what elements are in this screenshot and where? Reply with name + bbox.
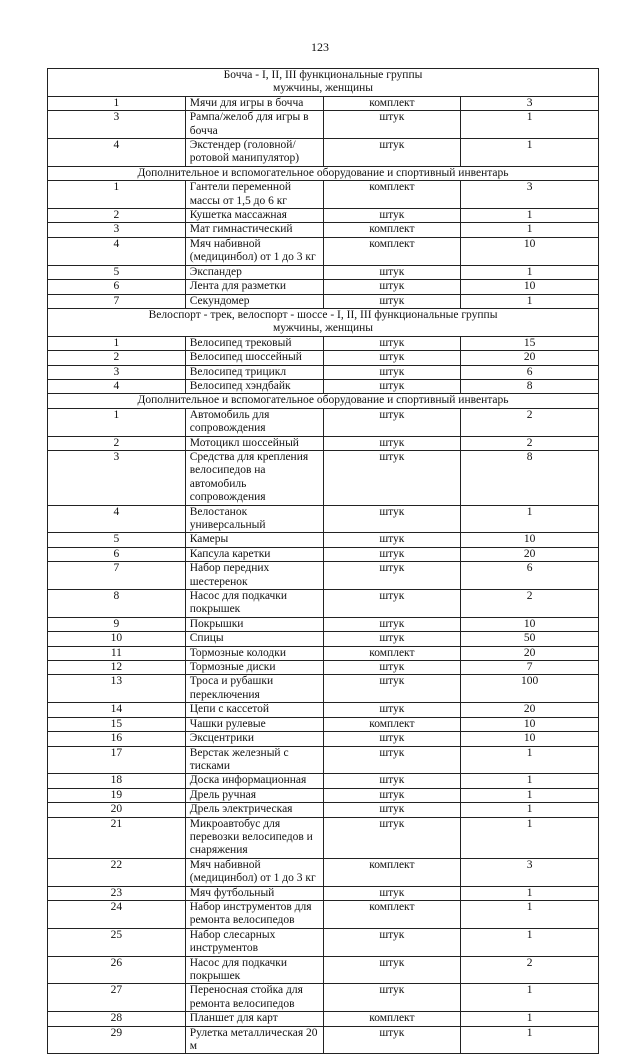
item-unit: штук bbox=[323, 562, 461, 590]
item-name: Камеры bbox=[185, 533, 323, 547]
item-name: Набор инструментов для ремонта велосипедов bbox=[185, 900, 323, 928]
table-row bbox=[48, 505, 599, 533]
equipment-table-body bbox=[48, 69, 599, 1054]
row-number: 28 bbox=[48, 1012, 186, 1026]
item-unit: штук bbox=[323, 1026, 461, 1054]
section-title: Дополнительное и вспомогательное оборудование и спортивный инвентарь bbox=[48, 166, 599, 180]
table-row bbox=[48, 1026, 599, 1054]
item-unit: комплект bbox=[323, 181, 461, 209]
item-unit: комплект bbox=[323, 646, 461, 660]
row-number: 7 bbox=[48, 294, 186, 308]
item-name: Планшет для карт bbox=[185, 1012, 323, 1026]
item-unit: штук bbox=[323, 956, 461, 984]
equipment-table bbox=[47, 68, 599, 1054]
table-row bbox=[48, 617, 599, 631]
table-row bbox=[48, 788, 599, 802]
item-unit: штук bbox=[323, 265, 461, 279]
item-name: Гантели переменной массы от 1,5 до 6 кг bbox=[185, 181, 323, 209]
item-unit: штук bbox=[323, 788, 461, 802]
item-name: Насос для подкачки покрышек bbox=[185, 956, 323, 984]
table-row bbox=[48, 181, 599, 209]
row-number: 22 bbox=[48, 858, 186, 886]
table-row bbox=[48, 632, 599, 646]
row-number: 1 bbox=[48, 336, 186, 350]
item-name: Спицы bbox=[185, 632, 323, 646]
item-unit: штук bbox=[323, 675, 461, 703]
item-name: Насос для подкачки покрышек bbox=[185, 590, 323, 618]
item-quantity: 1 bbox=[461, 139, 599, 167]
row-number: 25 bbox=[48, 928, 186, 956]
item-quantity: 3 bbox=[461, 858, 599, 886]
table-row bbox=[48, 336, 599, 350]
table-row bbox=[48, 675, 599, 703]
item-quantity: 3 bbox=[461, 96, 599, 110]
item-name: Набор слесарных инструментов bbox=[185, 928, 323, 956]
item-quantity: 1 bbox=[461, 505, 599, 533]
item-unit: штук bbox=[323, 928, 461, 956]
item-unit: штук bbox=[323, 886, 461, 900]
item-name: Велостанок универсальный bbox=[185, 505, 323, 533]
table-row bbox=[48, 717, 599, 731]
row-number: 19 bbox=[48, 788, 186, 802]
item-unit: штук bbox=[323, 703, 461, 717]
item-name: Тормозные диски bbox=[185, 661, 323, 675]
section-header-row bbox=[48, 394, 599, 408]
item-name: Мячи для игры в бочча bbox=[185, 96, 323, 110]
item-name: Цепи с кассетой bbox=[185, 703, 323, 717]
row-number: 4 bbox=[48, 139, 186, 167]
table-row bbox=[48, 223, 599, 237]
item-name: Экспандер bbox=[185, 265, 323, 279]
table-row bbox=[48, 774, 599, 788]
item-name: Верстак железный с тисками bbox=[185, 746, 323, 774]
item-unit: штук bbox=[323, 617, 461, 631]
item-name: Мяч набивной (медицинбол) от 1 до 3 кг bbox=[185, 858, 323, 886]
item-quantity: 1 bbox=[461, 111, 599, 139]
item-unit: штук bbox=[323, 450, 461, 505]
table-row bbox=[48, 928, 599, 956]
item-unit: штук bbox=[323, 732, 461, 746]
item-unit: штук bbox=[323, 590, 461, 618]
item-unit: штук bbox=[323, 436, 461, 450]
row-number: 1 bbox=[48, 96, 186, 110]
item-quantity: 6 bbox=[461, 365, 599, 379]
table-row bbox=[48, 956, 599, 984]
row-number: 20 bbox=[48, 803, 186, 817]
item-quantity: 1 bbox=[461, 886, 599, 900]
item-quantity: 8 bbox=[461, 450, 599, 505]
item-unit: штук bbox=[323, 280, 461, 294]
item-quantity: 2 bbox=[461, 408, 599, 436]
item-name: Велосипед трицикл bbox=[185, 365, 323, 379]
item-name: Секундомер bbox=[185, 294, 323, 308]
item-quantity: 1 bbox=[461, 746, 599, 774]
item-unit: штук bbox=[323, 505, 461, 533]
item-quantity: 20 bbox=[461, 646, 599, 660]
item-unit: штук bbox=[323, 336, 461, 350]
item-unit: штук bbox=[323, 379, 461, 393]
item-quantity: 10 bbox=[461, 717, 599, 731]
item-name: Рулетка металлическая 20 м bbox=[185, 1026, 323, 1054]
item-quantity: 1 bbox=[461, 1026, 599, 1054]
item-quantity: 6 bbox=[461, 562, 599, 590]
row-number: 26 bbox=[48, 956, 186, 984]
item-unit: штук bbox=[323, 209, 461, 223]
item-quantity: 10 bbox=[461, 617, 599, 631]
item-unit: штук bbox=[323, 351, 461, 365]
row-number: 1 bbox=[48, 408, 186, 436]
item-unit: комплект bbox=[323, 858, 461, 886]
item-unit: штук bbox=[323, 803, 461, 817]
item-name: Мяч футбольный bbox=[185, 886, 323, 900]
table-row bbox=[48, 209, 599, 223]
item-quantity: 1 bbox=[461, 900, 599, 928]
table-row bbox=[48, 111, 599, 139]
item-quantity: 1 bbox=[461, 984, 599, 1012]
section-title: Велоспорт - трек, велоспорт - шоссе - I, II, III функциональные группы мужчины, женщины bbox=[48, 308, 599, 336]
row-number: 6 bbox=[48, 280, 186, 294]
row-number: 14 bbox=[48, 703, 186, 717]
table-row bbox=[48, 646, 599, 660]
row-number: 23 bbox=[48, 886, 186, 900]
item-quantity: 1 bbox=[461, 265, 599, 279]
table-row bbox=[48, 379, 599, 393]
item-quantity: 1 bbox=[461, 803, 599, 817]
row-number: 11 bbox=[48, 646, 186, 660]
item-quantity: 1 bbox=[461, 294, 599, 308]
row-number: 3 bbox=[48, 223, 186, 237]
item-name: Средства для крепления велосипедов на автомобиль сопровождения bbox=[185, 450, 323, 505]
item-quantity: 1 bbox=[461, 223, 599, 237]
row-number: 21 bbox=[48, 817, 186, 858]
row-number: 1 bbox=[48, 181, 186, 209]
row-number: 24 bbox=[48, 900, 186, 928]
section-title: Дополнительное и вспомогательное оборудование и спортивный инвентарь bbox=[48, 394, 599, 408]
table-row bbox=[48, 703, 599, 717]
item-unit: комплект bbox=[323, 96, 461, 110]
table-row bbox=[48, 858, 599, 886]
item-quantity: 1 bbox=[461, 774, 599, 788]
item-quantity: 7 bbox=[461, 661, 599, 675]
table-row bbox=[48, 984, 599, 1012]
row-number: 3 bbox=[48, 365, 186, 379]
item-quantity: 1 bbox=[461, 788, 599, 802]
item-quantity: 2 bbox=[461, 956, 599, 984]
item-quantity: 1 bbox=[461, 209, 599, 223]
section-header-row bbox=[48, 308, 599, 336]
item-quantity: 20 bbox=[461, 351, 599, 365]
item-name: Микроавтобус для перевозки велосипедов и снаряжения bbox=[185, 817, 323, 858]
item-quantity: 10 bbox=[461, 280, 599, 294]
row-number: 2 bbox=[48, 351, 186, 365]
item-quantity: 10 bbox=[461, 732, 599, 746]
item-name: Велосипед трековый bbox=[185, 336, 323, 350]
row-number: 4 bbox=[48, 237, 186, 265]
table-row bbox=[48, 280, 599, 294]
item-unit: комплект bbox=[323, 1012, 461, 1026]
item-name: Набор передних шестеренок bbox=[185, 562, 323, 590]
item-quantity: 10 bbox=[461, 533, 599, 547]
item-quantity: 1 bbox=[461, 1012, 599, 1026]
row-number: 13 bbox=[48, 675, 186, 703]
row-number: 7 bbox=[48, 562, 186, 590]
table-row bbox=[48, 265, 599, 279]
item-quantity: 3 bbox=[461, 181, 599, 209]
row-number: 2 bbox=[48, 209, 186, 223]
row-number: 3 bbox=[48, 111, 186, 139]
item-unit: штук bbox=[323, 408, 461, 436]
table-row bbox=[48, 661, 599, 675]
item-name: Эксцентрики bbox=[185, 732, 323, 746]
table-row bbox=[48, 450, 599, 505]
item-name: Автомобиль для сопровождения bbox=[185, 408, 323, 436]
item-name: Рампа/желоб для игры в бочча bbox=[185, 111, 323, 139]
table-row bbox=[48, 237, 599, 265]
item-unit: комплект bbox=[323, 900, 461, 928]
item-name: Мяч набивной (медицинбол) от 1 до 3 кг bbox=[185, 237, 323, 265]
table-row bbox=[48, 886, 599, 900]
row-number: 17 bbox=[48, 746, 186, 774]
table-row bbox=[48, 1012, 599, 1026]
page-number: 123 bbox=[311, 40, 329, 54]
item-name: Троса и рубашки переключения bbox=[185, 675, 323, 703]
item-unit: штук bbox=[323, 774, 461, 788]
item-unit: комплект bbox=[323, 223, 461, 237]
section-header-row bbox=[48, 69, 599, 97]
item-name: Покрышки bbox=[185, 617, 323, 631]
item-name: Лента для разметки bbox=[185, 280, 323, 294]
section-title: Бочча - I, II, III функциональные группы мужчины, женщины bbox=[48, 69, 599, 97]
table-row bbox=[48, 139, 599, 167]
row-number: 29 bbox=[48, 1026, 186, 1054]
row-number: 27 bbox=[48, 984, 186, 1012]
item-quantity: 1 bbox=[461, 928, 599, 956]
item-name: Чашки рулевые bbox=[185, 717, 323, 731]
row-number: 15 bbox=[48, 717, 186, 731]
table-row bbox=[48, 547, 599, 561]
item-unit: штук bbox=[323, 817, 461, 858]
item-quantity: 2 bbox=[461, 590, 599, 618]
row-number: 4 bbox=[48, 379, 186, 393]
item-unit: штук bbox=[323, 139, 461, 167]
item-unit: штук bbox=[323, 632, 461, 646]
item-name: Дрель электрическая bbox=[185, 803, 323, 817]
item-name: Мотоцикл шоссейный bbox=[185, 436, 323, 450]
row-number: 18 bbox=[48, 774, 186, 788]
item-quantity: 100 bbox=[461, 675, 599, 703]
row-number: 8 bbox=[48, 590, 186, 618]
section-header-row bbox=[48, 166, 599, 180]
table-row bbox=[48, 732, 599, 746]
table-row bbox=[48, 96, 599, 110]
table-row bbox=[48, 562, 599, 590]
item-unit: штук bbox=[323, 365, 461, 379]
item-name: Доска информационная bbox=[185, 774, 323, 788]
item-name: Кушетка массажная bbox=[185, 209, 323, 223]
item-unit: штук bbox=[323, 533, 461, 547]
row-number: 12 bbox=[48, 661, 186, 675]
table-row bbox=[48, 294, 599, 308]
row-number: 5 bbox=[48, 265, 186, 279]
table-row bbox=[48, 436, 599, 450]
item-unit: штук bbox=[323, 111, 461, 139]
row-number: 10 bbox=[48, 632, 186, 646]
table-row bbox=[48, 803, 599, 817]
item-quantity: 1 bbox=[461, 817, 599, 858]
table-row bbox=[48, 746, 599, 774]
item-unit: штук bbox=[323, 547, 461, 561]
row-number: 6 bbox=[48, 547, 186, 561]
item-unit: штук bbox=[323, 661, 461, 675]
item-name: Дрель ручная bbox=[185, 788, 323, 802]
item-name: Велосипед шоссейный bbox=[185, 351, 323, 365]
item-unit: штук bbox=[323, 294, 461, 308]
item-name: Велосипед хэндбайк bbox=[185, 379, 323, 393]
item-unit: комплект bbox=[323, 237, 461, 265]
row-number: 9 bbox=[48, 617, 186, 631]
item-quantity: 50 bbox=[461, 632, 599, 646]
row-number: 16 bbox=[48, 732, 186, 746]
row-number: 3 bbox=[48, 450, 186, 505]
table-row bbox=[48, 351, 599, 365]
item-name: Экстендер (головной/ротовой манипулятор) bbox=[185, 139, 323, 167]
item-unit: штук bbox=[323, 984, 461, 1012]
row-number: 4 bbox=[48, 505, 186, 533]
table-row bbox=[48, 590, 599, 618]
item-quantity: 15 bbox=[461, 336, 599, 350]
item-unit: комплект bbox=[323, 717, 461, 731]
item-unit: штук bbox=[323, 746, 461, 774]
table-row bbox=[48, 408, 599, 436]
item-name: Переносная стойка для ремонта велосипедов bbox=[185, 984, 323, 1012]
item-quantity: 2 bbox=[461, 436, 599, 450]
item-name: Капсула каретки bbox=[185, 547, 323, 561]
item-quantity: 10 bbox=[461, 237, 599, 265]
item-quantity: 20 bbox=[461, 703, 599, 717]
item-quantity: 8 bbox=[461, 379, 599, 393]
table-row bbox=[48, 817, 599, 858]
table-row bbox=[48, 533, 599, 547]
item-quantity: 20 bbox=[461, 547, 599, 561]
item-name: Тормозные колодки bbox=[185, 646, 323, 660]
table-row bbox=[48, 365, 599, 379]
item-name: Мат гимнастический bbox=[185, 223, 323, 237]
row-number: 5 bbox=[48, 533, 186, 547]
row-number: 2 bbox=[48, 436, 186, 450]
